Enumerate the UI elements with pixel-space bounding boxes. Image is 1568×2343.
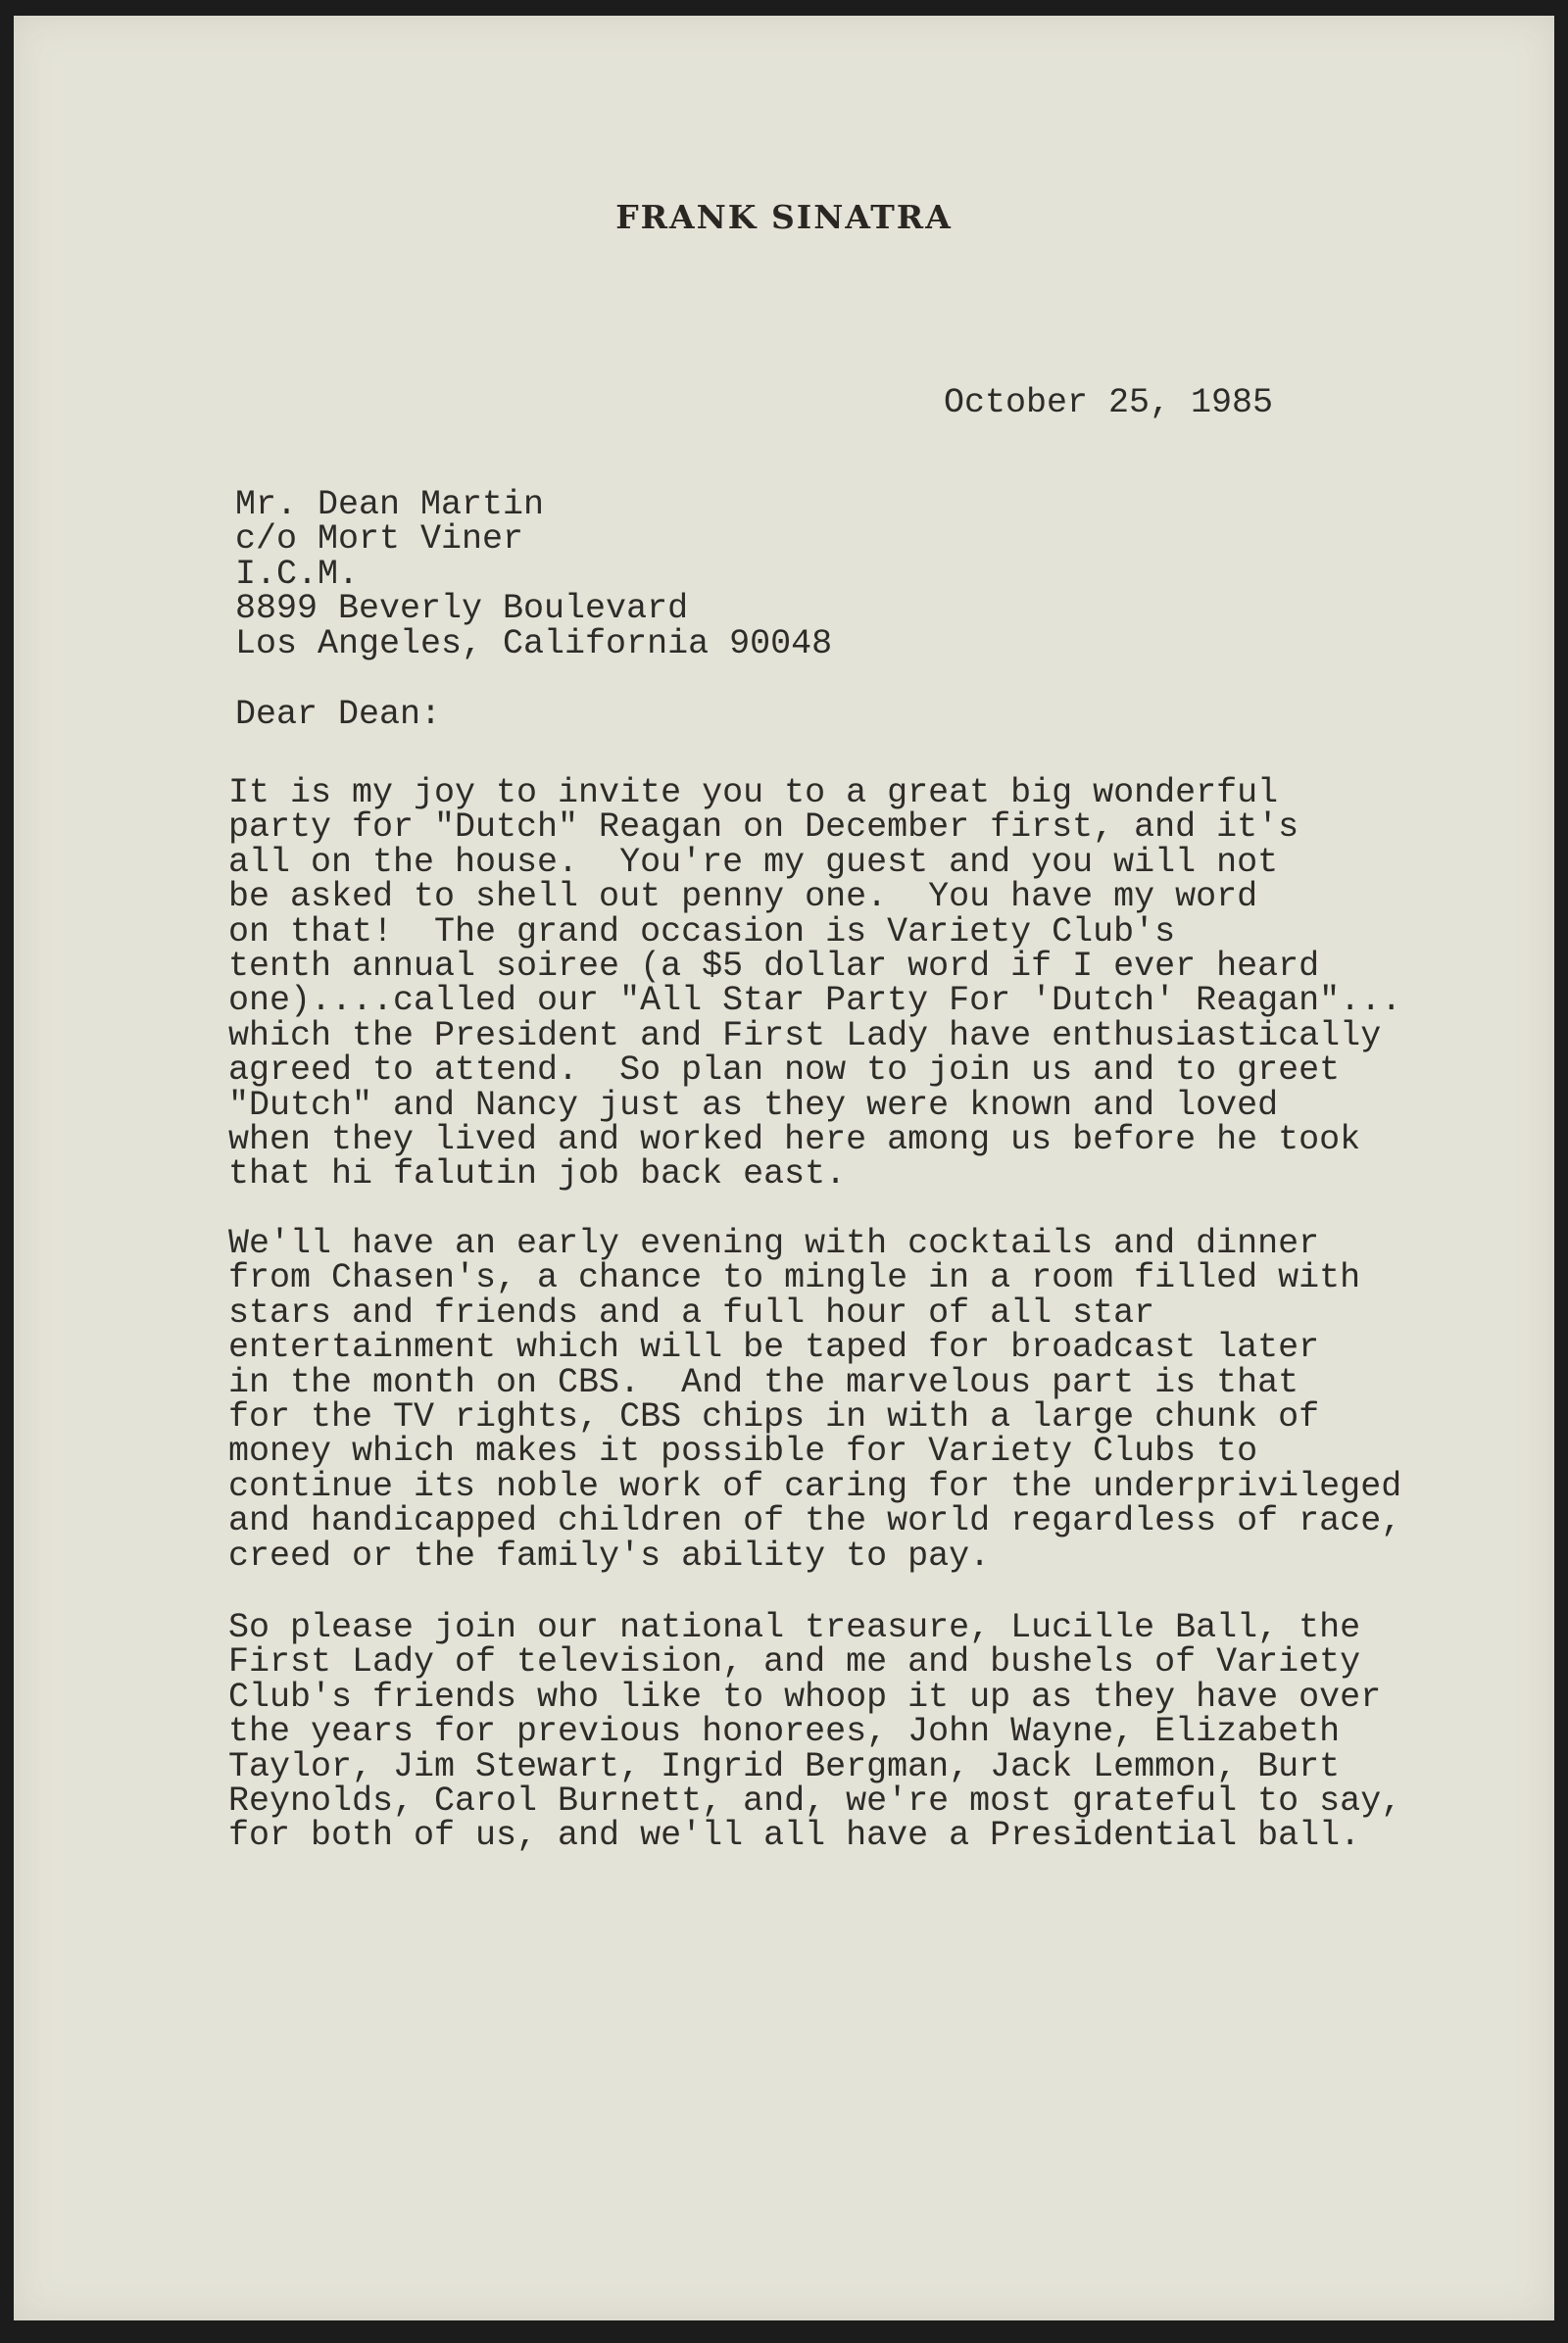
- body-line: entertainment which will be taped for broadcast later: [228, 1328, 1320, 1368]
- salutation: Dear Dean:: [235, 695, 442, 734]
- body-line: for the TV rights, CBS chips in with a large chunk of: [228, 1396, 1320, 1437]
- body-line: one)....called our "All Star Party For 'Dutch' Reagan"...: [228, 981, 1402, 1021]
- body-line: We'll have an early evening with cocktails and dinner: [228, 1224, 1320, 1263]
- body-line: that hi falutin job back east.: [228, 1154, 847, 1195]
- letter-page: [14, 16, 1554, 2320]
- address-line: 8899 Beverly Boulevard: [235, 589, 689, 629]
- body-line: money which makes it possible for Variety Clubs to: [228, 1432, 1258, 1472]
- address-line: c/o Mort Viner: [235, 519, 524, 560]
- body-line: for both of us, and we'll all have a Presidential ball.: [228, 1816, 1361, 1856]
- body-line: and handicapped children of the world regardless of race,: [228, 1501, 1402, 1541]
- body-line: Club's friends who like to whoop it up as they have over: [228, 1677, 1382, 1717]
- body-line: Taylor, Jim Stewart, Ingrid Bergman, Jack Lemmon, Burt: [228, 1746, 1341, 1786]
- body-line: First Lady of television, and me and bushels of Variety: [228, 1642, 1361, 1683]
- body-paragraph-1: [228, 773, 1402, 1195]
- body-line: creed or the family's ability to pay.: [228, 1536, 991, 1576]
- body-paragraph-2: [228, 1224, 1402, 1576]
- body-line: when they lived and worked here among us before he took: [228, 1119, 1361, 1159]
- body-line: agreed to attend. So plan now to join us and to greet: [228, 1050, 1341, 1091]
- address-line: Los Angeles, California 90048: [235, 623, 833, 663]
- body-paragraph-3: [228, 1608, 1402, 1856]
- recipient-address: [235, 485, 833, 663]
- body-line: "Dutch" and Nancy just as they were known and loved: [228, 1085, 1279, 1125]
- body-line: from Chasen's, a chance to mingle in a room filled with: [228, 1258, 1361, 1298]
- body-line: stars and friends and a full hour of all star: [228, 1293, 1155, 1333]
- body-line: be asked to shell out penny one. You have my word: [228, 877, 1258, 917]
- body-line: tenth annual soiree (a $5 dollar word if I ever heard: [228, 946, 1320, 986]
- address-line: Mr. Dean Martin: [235, 485, 545, 524]
- body-line: So please join our national treasure, Lucille Ball, the: [228, 1608, 1361, 1647]
- body-line: on that! The grand occasion is Variety Club's: [228, 911, 1176, 952]
- body-line: It is my joy to invite you to a great big wonderful: [228, 773, 1279, 812]
- body-line: the years for previous honorees, John Wayne, Elizabeth: [228, 1712, 1341, 1752]
- body-line: in the month on CBS. And the marvelous part is that: [228, 1362, 1299, 1402]
- body-line: Reynolds, Carol Burnett, and, we're most grateful to say,: [228, 1781, 1402, 1821]
- body-line: which the President and First Lady have enthusiastically: [228, 1015, 1382, 1055]
- address-line: I.C.M.: [235, 554, 360, 594]
- letterhead: FRANK SINATRA: [615, 198, 953, 236]
- letter-date: October 25, 1985: [944, 383, 1274, 422]
- body-line: all on the house. You're my guest and you will not: [228, 842, 1279, 882]
- body-line: party for "Dutch" Reagan on December first, and it's: [228, 807, 1299, 848]
- body-line: continue its noble work of caring for the underprivileged: [228, 1466, 1402, 1506]
